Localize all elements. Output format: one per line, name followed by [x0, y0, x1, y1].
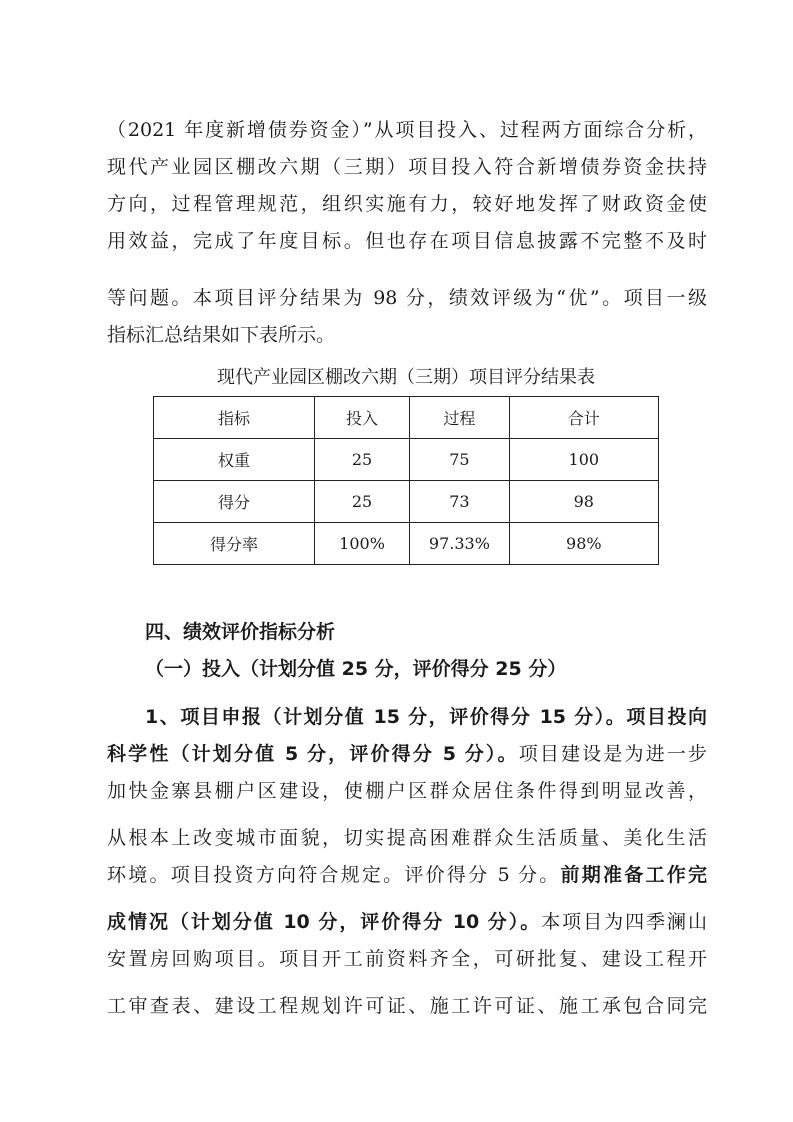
table-cell: 25: [314, 481, 409, 523]
intro-line-3: 方向，过程管理规范，组织实施有力，较好地发挥了财政资金使: [107, 193, 707, 215]
intro-line-5: 等问题。本项目评分结果为 98 分，绩效评级为“优”。项目一级: [107, 287, 707, 309]
table-cell: 25: [314, 439, 409, 481]
table-cell: 98%: [509, 523, 658, 565]
table-cell: 得分: [154, 481, 315, 523]
score-table: [153, 396, 659, 565]
body-line-6: [107, 910, 707, 934]
intro-line-6: 指标汇总结果如下表所示。: [107, 324, 336, 346]
item-title-investment-direction: 科学性（计划分值 5 分，评价得分 5 分）。: [107, 743, 519, 765]
table-cell: 权重: [154, 439, 315, 481]
table-header-cell: 过程: [410, 397, 509, 439]
item-title-project-application: 1、项目申报（计划分值 15 分，评价得分 15 分）。项目投向: [145, 706, 707, 728]
body-line-4: 从根本上改变城市面貌，切实提高困难群众生活质量、美化生活: [107, 827, 707, 849]
table-header-row: [154, 397, 659, 439]
body-text: 环境。项目投资方向符合规定。评价得分 5 分。: [107, 864, 561, 886]
intro-line-1: （2021 年度新增债券资金）”从项目投入、过程两方面综合分析，: [107, 119, 707, 141]
table-row: [154, 523, 659, 565]
table-cell: 100%: [314, 523, 409, 565]
table-cell: 73: [410, 481, 509, 523]
body-line-2: [107, 742, 707, 766]
section-heading: 四、绩效评价指标分析: [145, 621, 336, 643]
intro-line-4: 用效益，完成了年度目标。但也存在项目信息披露不完整不及时: [107, 230, 707, 252]
body-line-5: [107, 863, 707, 887]
table-cell: 100: [509, 439, 658, 481]
body-line-3: 加快金寨县棚户区建设，使棚户区群众居住条件得到明显改善，: [107, 780, 707, 802]
table-header-cell: 投入: [314, 397, 409, 439]
body-text: 项目建设是为进一步: [518, 743, 707, 765]
body-line-7: 安置房回购项目。项目开工前资料齐全，可研批复、建设工程开: [107, 948, 707, 970]
intro-line-2: 现代产业园区棚改六期（三期）项目投入符合新增债券资金扶持: [107, 156, 707, 178]
subsection-heading: （一）投入（计划分值 25 分，评价得分 25 分）: [145, 658, 567, 680]
table-header-cell: 合计: [509, 397, 658, 439]
item-title-preparation-cont: 成情况（计划分值 10 分，评价得分 10 分）。: [107, 911, 542, 933]
table-header-cell: 指标: [154, 397, 315, 439]
table-cell: 98: [509, 481, 658, 523]
body-line-8: 工审查表、建设工程规划许可证、施工许可证、施工承包合同完: [107, 995, 707, 1017]
table-cell: 97.33%: [410, 523, 509, 565]
table-row: [154, 481, 659, 523]
item-title-preparation: 前期准备工作完: [560, 864, 707, 886]
table-caption: 现代产业园区棚改六期（三期）项目评分结果表: [217, 367, 595, 388]
table-cell: 75: [410, 439, 509, 481]
table-cell: 得分率: [154, 523, 315, 565]
body-text: 本项目为四季澜山: [541, 911, 707, 933]
table-row: [154, 439, 659, 481]
body-line-1: [145, 705, 707, 729]
